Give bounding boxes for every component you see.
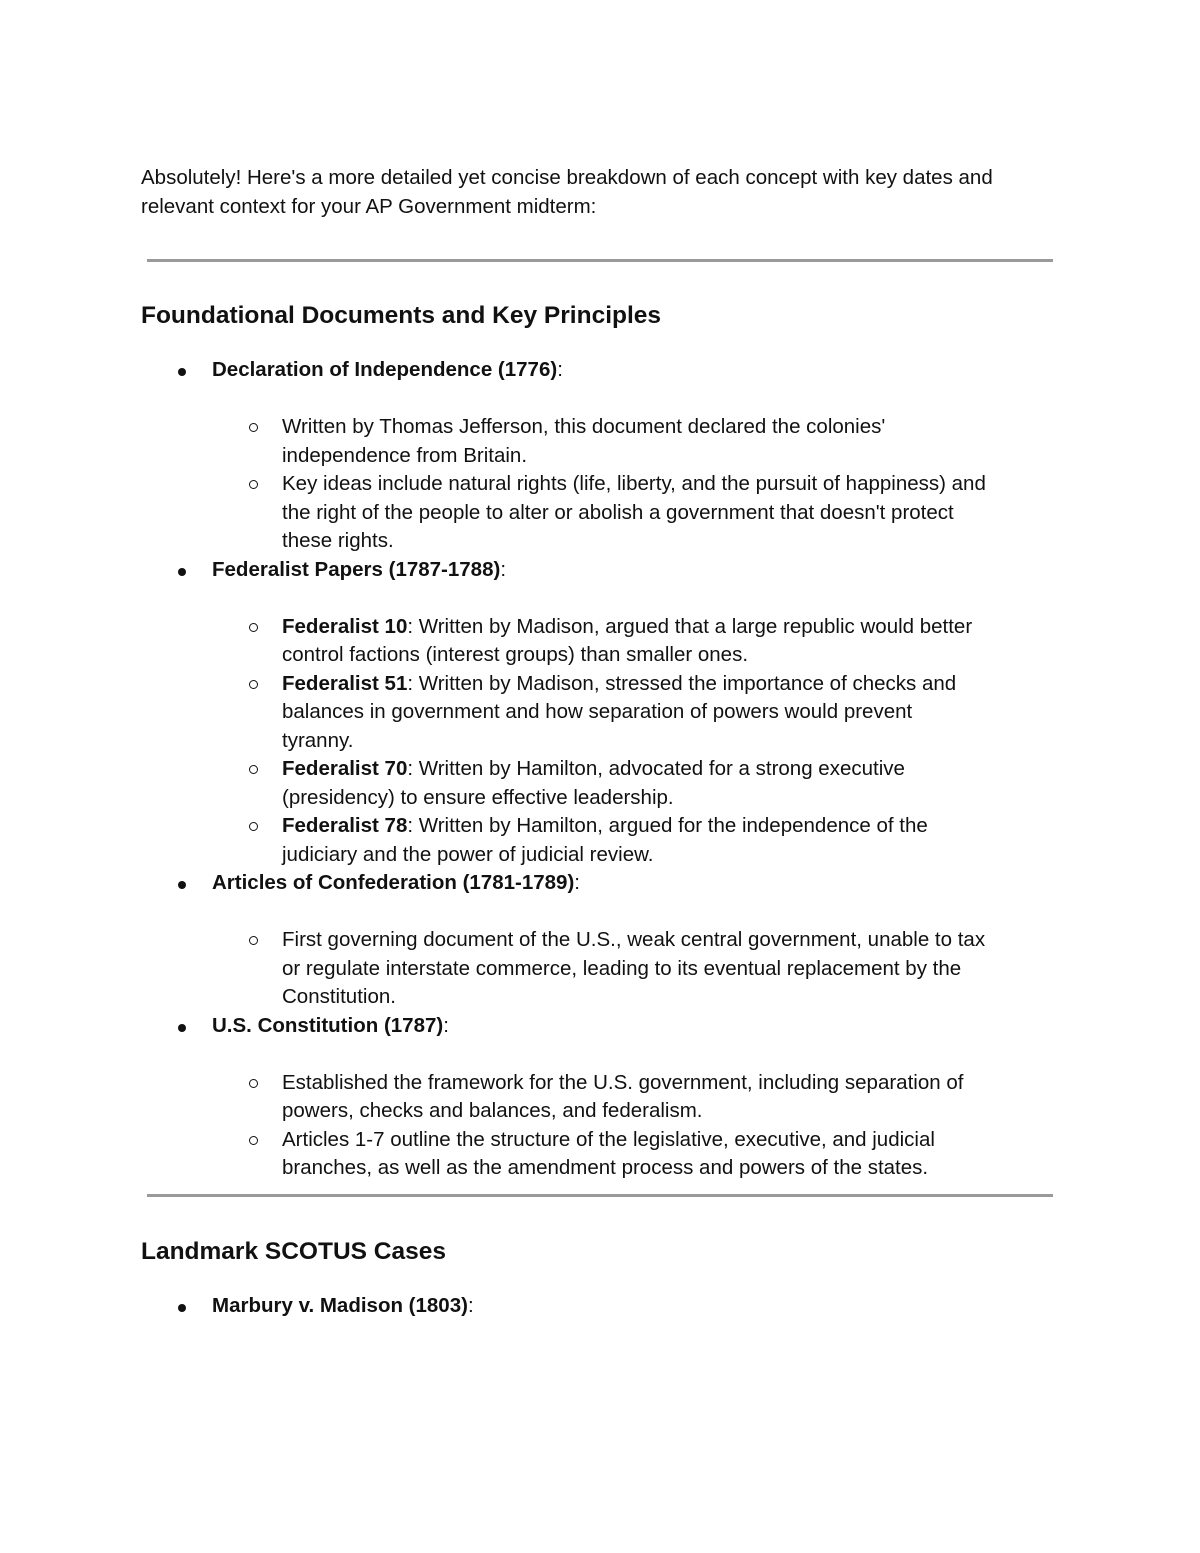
item-suffix: : [574,871,580,894]
sub-item-text: Written by Thomas Jefferson, this document declared the colonies' independence from Britain. [282,415,886,467]
hollow-bullet-icon [249,423,258,432]
hollow-bullet-icon [249,765,258,774]
sub-list-item-federalist-70 [212,755,988,812]
bullet-icon [178,568,186,576]
hollow-bullet-icon [249,623,258,632]
sub-item-text: : Written by Hamilton, argued for the independence of the judiciary and the power of judicial review. [282,814,928,866]
section-heading-foundational-documents: Foundational Documents and Key Principles [141,302,662,329]
hollow-bullet-icon [249,480,258,489]
sub-list-item [212,1126,988,1183]
hollow-bullet-icon [249,936,258,945]
horizontal-rule [147,259,1053,262]
horizontal-rule [147,1194,1053,1197]
sub-item-text: : Written by Hamilton, advocated for a strong executive (presidency) to ensure effective leadership. [282,757,905,809]
item-label: Articles of Confederation (1781-1789) [212,871,575,894]
sub-list-item-federalist-10 [212,613,988,670]
item-label: U.S. Constitution (1787) [212,1013,444,1037]
intro-paragraph: Absolutely! Here's a more detailed yet concise breakdown of each concept with key dates and relevant context for your AP Government midterm: [141,166,993,218]
sub-item-label: Federalist 78 [282,814,408,837]
sub-list-item-federalist-51 [212,670,988,756]
list-item-articles-of-confederation [0,869,1200,1012]
item-suffix: : [443,1013,449,1037]
scotus-cases-list [0,1292,1200,1321]
list-item-declaration-of-independence [0,356,1200,556]
sub-list-item [212,470,988,556]
sub-item-label: Federalist 70 [282,757,408,780]
sub-item-text: : Written by Madison, argued that a large republic would better control factions (interest groups) than smaller ones. [282,614,973,666]
list-item-us-constitution [0,1012,1200,1183]
sub-list-item-federalist-78 [212,812,988,869]
sub-item-text: : Written by Madison, stressed the importance of checks and balances in government and how separation of powers would prevent tyranny. [282,671,957,752]
sublist [212,413,1200,556]
sub-list-item [212,1069,988,1126]
item-suffix: : [557,358,563,381]
sub-item-text: Established the framework for the U.S. government, including separation of powers, checks and balances, and federalism. [282,1070,964,1122]
item-label: Marbury v. Madison (1803) [212,1294,468,1317]
item-suffix: : [500,557,507,581]
sub-list-item [212,413,988,470]
hollow-bullet-icon [249,822,258,831]
bullet-icon [178,1304,186,1312]
sub-item-text: Key ideas include natural rights (life, liberty, and the pursuit of happiness) and the right of the people to alter or abolish a government that doesn't protect these rights. [282,472,986,552]
item-label: Federalist Papers (1787-1788) [212,557,501,581]
item-suffix: : [467,1294,474,1317]
list-item-federalist-papers [0,556,1200,870]
sublist [212,613,1200,870]
bullet-icon [178,881,186,889]
hollow-bullet-icon [249,680,258,689]
sub-list-item [212,926,988,1012]
section-heading-landmark-scotus-cases: Landmark SCOTUS Cases [141,1238,446,1265]
sub-item-label: Federalist 51 [282,671,408,695]
item-label: Declaration of Independence (1776) [212,358,558,381]
bullet-icon [178,368,186,376]
sub-item-text: Articles 1-7 outline the structure of the legislative, executive, and judicial branches, as well as the amendment process and powers of the states. [282,1127,935,1179]
hollow-bullet-icon [249,1079,258,1088]
foundational-documents-list [0,356,1200,1183]
sublist [212,1069,1200,1183]
sub-item-text: First governing document of the U.S., weak central government, unable to tax or regulate interstate commerce, leading to its eventual replacement by the Constitution. [282,928,986,1008]
sub-item-label: Federalist 10 [282,614,408,638]
list-item-marbury-v-madison [0,1292,1200,1321]
bullet-icon [178,1024,186,1032]
sublist [212,926,1200,1012]
hollow-bullet-icon [249,1136,258,1145]
